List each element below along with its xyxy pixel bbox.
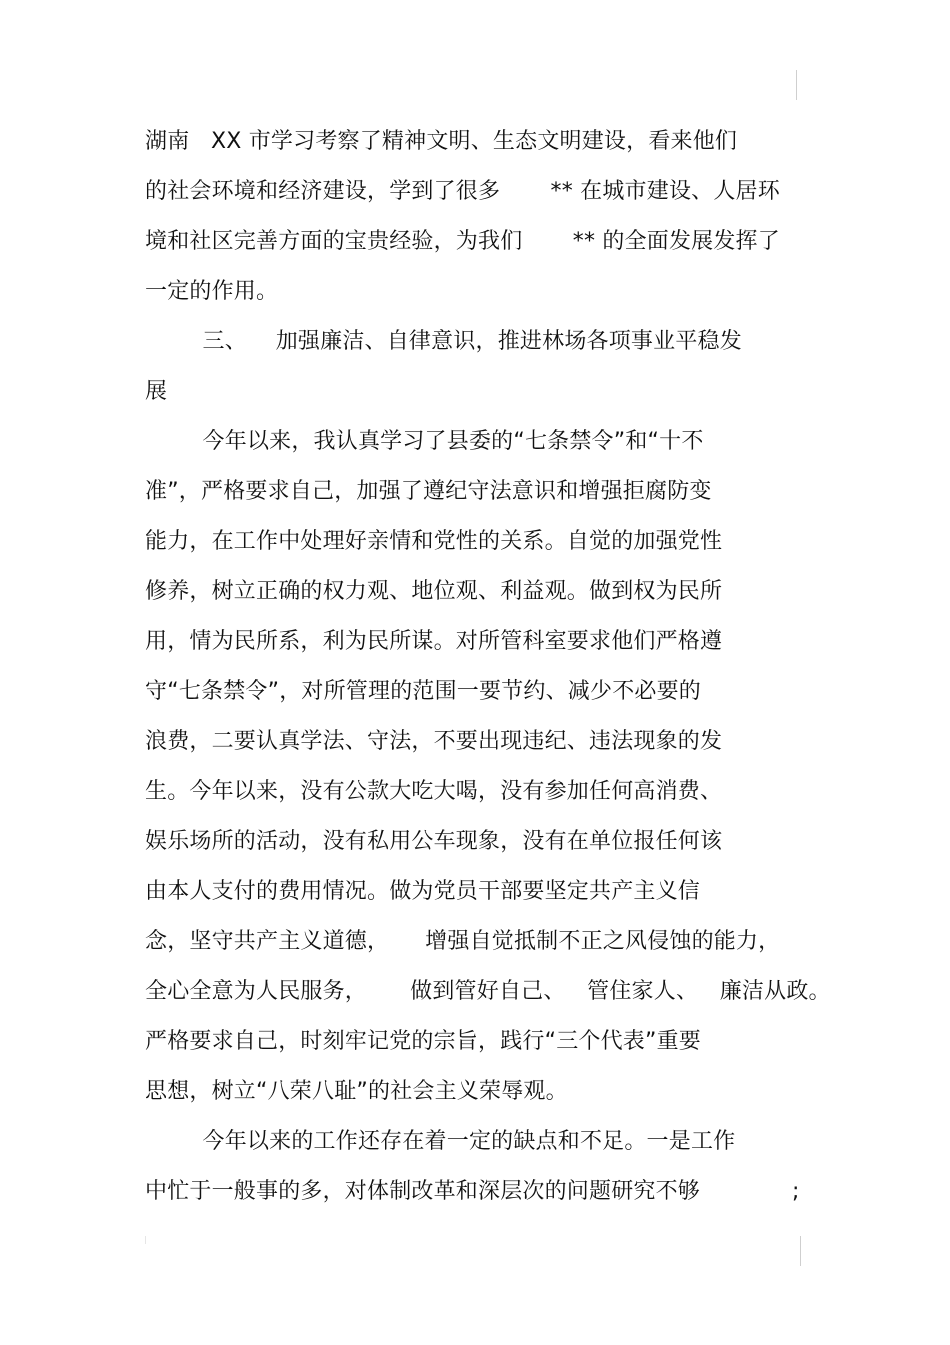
text-line-2: 的社会环境和经济建设，学到了很多 ** 在城市建设、人居环: [145, 179, 780, 204]
section-heading-line-2: 展: [145, 379, 168, 404]
text-line-14: 生。今年以来，没有公款大吃大喝，没有参加任何高消费、: [145, 779, 723, 804]
text-line-17: 念，坚守共产主义道德， 增强自觉抵制不正之风侵蚀的能力，: [145, 929, 781, 954]
text-line-16: 由本人支付的费用情况。做为党员干部要坚定共产主义信: [145, 879, 701, 904]
text-line-3: 境和社区完善方面的宝贵经验，为我们 ** 的全面发展发挥了: [145, 229, 780, 254]
text-line-12: 守“七条禁令”，对所管理的范围一要节约、减少不必要的: [145, 679, 701, 704]
text-line-22: 中忙于一般事的多，对体制改革和深层次的问题研究不够: [145, 1179, 701, 1204]
text-line-9: 能力，在工作中处理好亲情和党性的关系。自觉的加强党性: [145, 529, 723, 554]
bottom-left-margin-mark: [145, 1236, 146, 1244]
text-line-1: 湖南 XX 市学习考察了精神文明、生态文明建设，看来他们: [145, 129, 738, 154]
text-line-8: 准”，严格要求自己，加强了遵纪守法意识和增强拒腐防变: [145, 479, 712, 504]
section-heading-line-1: 三、 加强廉洁、自律意识，推进林场各项事业平稳发: [145, 329, 742, 354]
text-line-7: 今年以来，我认真学习了县委的“七条禁令”和“十不: [145, 429, 704, 454]
text-line-18: 全心全意为人民服务， 做到管好自己、 管住家人、 廉洁从政。: [145, 979, 831, 1004]
text-line-20: 思想，树立“八荣八耻”的社会主义荣辱观。: [145, 1079, 568, 1104]
text-line-10: 修养，树立正确的权力观、地位观、利益观。做到权为民所: [145, 579, 723, 604]
trailing-semicolon: ;: [792, 1179, 800, 1204]
text-line-15: 娱乐场所的活动，没有私用公车现象，没有在单位报任何该: [145, 829, 723, 854]
top-right-margin-mark: [796, 70, 797, 100]
text-line-11: 用，情为民所系，利为民所谋。对所管科室要求他们严格遵: [145, 629, 723, 654]
text-line-21: 今年以来的工作还存在着一定的缺点和不足。一是工作: [145, 1129, 736, 1154]
text-line-13: 浪费，二要认真学法、守法，不要出现违纪、违法现象的发: [145, 729, 723, 754]
bottom-right-margin-mark: [800, 1236, 801, 1266]
text-line-19: 严格要求自己，时刻牢记党的宗旨，践行“三个代表”重要: [145, 1029, 701, 1054]
text-line-4: 一定的作用。: [145, 279, 279, 304]
